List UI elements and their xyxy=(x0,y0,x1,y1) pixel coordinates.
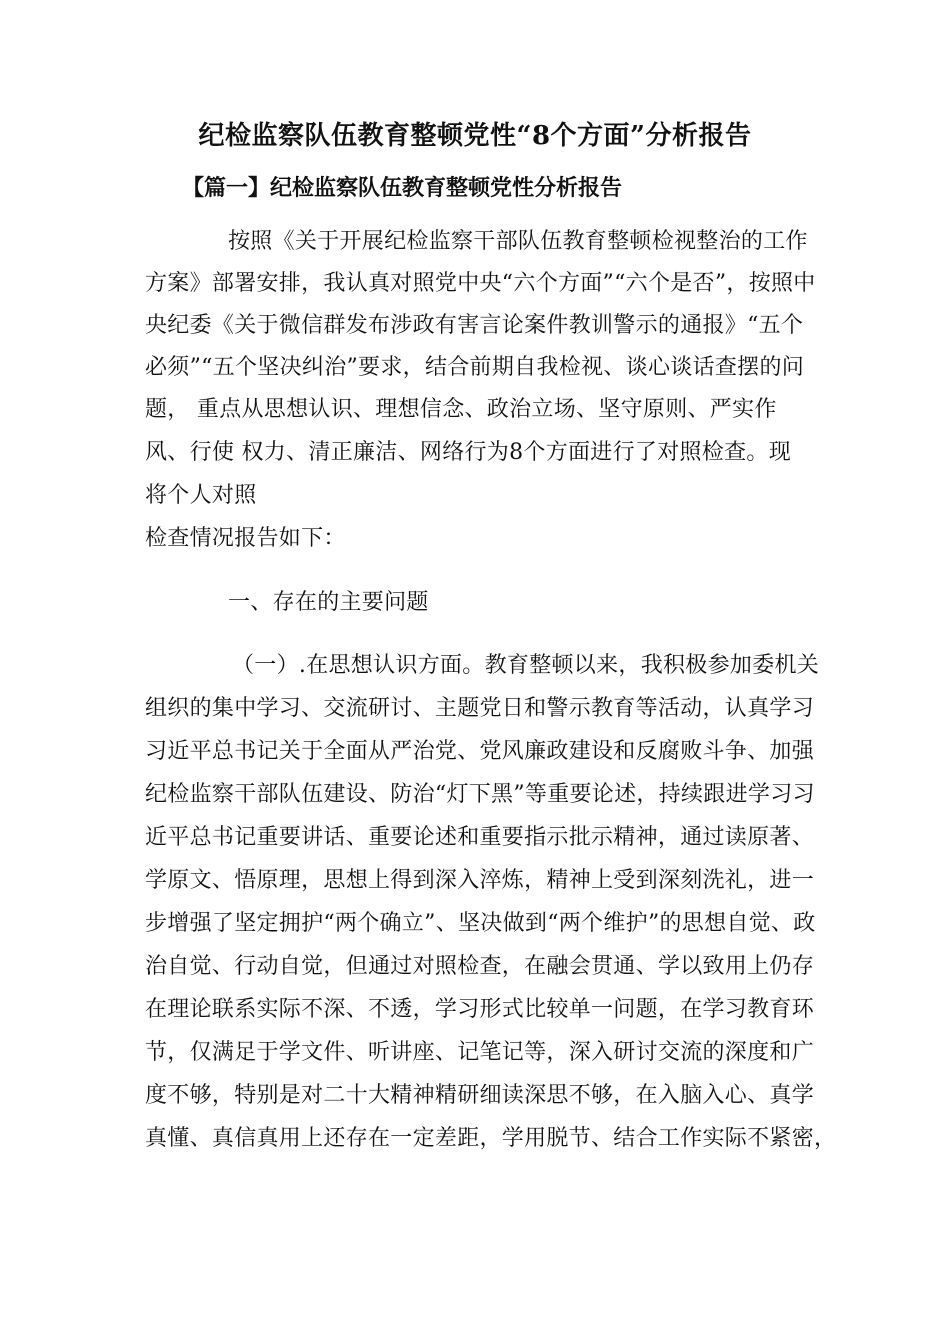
document-title: 纪检监察队伍教育整顿党性“8个方面”分析报告 xyxy=(198,121,752,151)
paragraph-line: 治自觉、行动自觉，但通过对照检查，在融会贯通、学以致用上仍存 xyxy=(145,954,815,979)
paragraph-line: （一）.在思想认识方面。教育整顿以来，我积极参加委机关 xyxy=(232,653,820,678)
paragraph-line: 节，仅满足于学文件、听讲座、记笔记等，深入研讨交流的深度和广 xyxy=(145,1040,815,1065)
paragraph-line: 纪检监察干部队伍建设、防治“灯下黑”等重要论述，持续跟进学习习 xyxy=(145,782,815,807)
paragraph-line: 题， 重点从思想认识、理想信念、政治立场、坚守原则、严实作 xyxy=(145,397,777,422)
paragraph-line: 将个人对照 xyxy=(145,483,257,508)
section-heading: 一、存在的主要问题 xyxy=(228,590,429,615)
paragraph-line: 方案》部署安排，我认真对照党中央“六个方面”“六个是否”，按照中 xyxy=(145,271,816,296)
paragraph-line: 检查情况报告如下： xyxy=(145,526,346,551)
document-subtitle: 【篇一】纪检监察队伍教育整顿党性分析报告 xyxy=(182,175,623,201)
paragraph-line: 按照《关于开展纪检监察干部队伍教育整顿检视整治的工作 xyxy=(228,229,808,254)
paragraph-line: 真懂、真信真用上还存在一定差距，学用脱节、结合工作实际不紧密， xyxy=(145,1126,837,1151)
paragraph-line: 近平总书记重要讲话、重要论述和重要指示批示精神，通过读原著、 xyxy=(145,825,815,850)
paragraph-line: 在理论联系实际不深、不透，学习形式比较单一问题，在学习教育环 xyxy=(145,997,815,1022)
paragraph-line: 必须”“五个坚决纠治”要求，结合前期自我检视、谈心谈话查摆的问 xyxy=(145,355,805,380)
paragraph-line: 风、行使 权力、清正廉洁、网络行为8个方面进行了对照检查。现 xyxy=(145,440,791,465)
paragraph-line: 组织的集中学习、交流研讨、主题党日和警示教育等活动，认真学习 xyxy=(145,696,815,721)
paragraph-line: 步增强了坚定拥护“两个确立”、坚决做到“两个维护”的思想自觉、政 xyxy=(145,911,816,936)
paragraph-line: 央纪委《关于微信群发布涉政有害言论案件教训警示的通报》“五个 xyxy=(145,313,804,338)
paragraph-line: 习近平总书记关于全面从严治党、党风廉政建设和反腐败斗争、加强 xyxy=(145,739,815,764)
paragraph-line: 学原文、悟原理，思想上得到深入淬炼，精神上受到深刻洗礼，进一 xyxy=(145,868,815,893)
paragraph-line: 度不够，特别是对二十大精神精研细读深思不够，在入脑入心、真学 xyxy=(145,1083,815,1108)
